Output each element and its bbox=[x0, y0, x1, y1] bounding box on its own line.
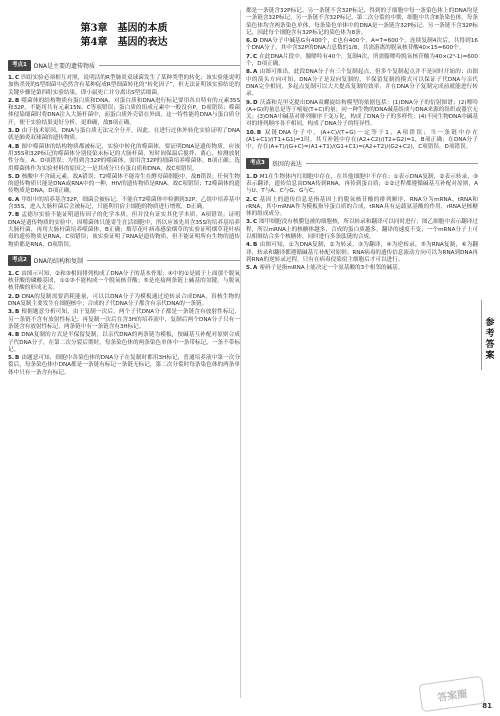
answer-number: 3. bbox=[8, 309, 15, 316]
answer-item bbox=[246, 219, 478, 241]
answer-choice: D bbox=[15, 128, 20, 135]
answer-choice: B bbox=[15, 309, 20, 316]
answer-choice: C bbox=[253, 53, 258, 60]
section-tag: 考点1 bbox=[8, 60, 31, 71]
section-title: DNA是主要的遗传物质 bbox=[33, 62, 96, 70]
answer-choice: B bbox=[256, 129, 262, 136]
answer-item bbox=[246, 38, 478, 53]
answer-choice: C bbox=[15, 270, 20, 277]
section-rule bbox=[306, 163, 478, 164]
section-header bbox=[8, 255, 240, 267]
answer-explanation: 根据题意分析可知，由于复制一次后，两个子代DNA分子都是一条链含有放射性标记，另一条链不含有放射性标记；再复制一次后在含3H的培养液中，复制后两个DNA分子只有一条链含有放射性标记，两条链中有一条链含有3H标记。 bbox=[8, 309, 240, 330]
answer-choice: D bbox=[253, 38, 258, 45]
answer-number: 7. bbox=[246, 53, 253, 60]
section-rule bbox=[99, 65, 240, 66]
answer-explanation: 由图可知，①为DNA复制，②为转录，③为翻译，④为逆转录，⑤为RNA复制，⑥为翻译，转录和翻译都遵循碱基互补配对原则；RNA病毒的遗传信息流动方向可以为RNA到DNA再到RNA的逆转录过程，只有在病毒侵染宿主细胞后才可以进行。 bbox=[246, 242, 478, 263]
answer-explanation: 由图可推出，此段DNA分子有三个复制起点，但多个复制起点并不是同时开始的；由图中的箭头方向可知，DNA分子是双向复制的，半保留复制的模式可以保证子代DNA与亲代DNA完全相同，多起点复制可以大大提高复制的效率，并在DNA分子复制完成前就能进行转录。 bbox=[246, 69, 478, 98]
answer-item bbox=[246, 242, 478, 264]
answer-explanation: DNA复制的方式是半保留复制，以亲代DNA的两条链为模板，按碱基互补配对原则合成子代DNA分子，在第二次分裂后期时，每条染色体的两条染色单体中一条带标记，一条不带标记。 bbox=[8, 332, 240, 353]
answer-number: 2. bbox=[246, 196, 253, 203]
answer-number: 8. bbox=[246, 69, 253, 76]
answer-explanation: M1在生物体内红细胞中存在，在其他细胞中不存在；①表示DNA复制，②表示转录，③表示翻译，遗传信息由DNA传到RNA，再传到蛋白质；①②过程都遵循碱基互补配对原则，A与U、T与A、C与G、G与C。 bbox=[246, 173, 478, 195]
section-header bbox=[246, 158, 478, 170]
side-tab-rule bbox=[481, 300, 482, 370]
answer-choice: C bbox=[253, 219, 258, 226]
answer-explanation: 四组实验必须相互对照，说明活的R型肺炎双球菌发生了某种类型的转化；该实验能说明加热杀死的S型细菌中必然含有某种促成R型细菌转化的“转化因子”，但无法证明该实验结论的关键步骤是第四组实验结果，即小鼠死亡并分离出S型活细菌。 bbox=[8, 75, 240, 96]
answer-explanation: 密码子是指mRNA上能决定一个氨基酸的3个相邻的碱基。 bbox=[259, 265, 404, 272]
right-column bbox=[246, 8, 478, 274]
answer-number: 4. bbox=[8, 143, 15, 150]
section-tag: 考点3 bbox=[246, 158, 269, 169]
answer-item bbox=[246, 100, 478, 129]
answer-number: 4. bbox=[246, 242, 253, 249]
side-tab-answers bbox=[484, 318, 496, 362]
answer-number: 3. bbox=[8, 128, 15, 135]
answer-choice: D bbox=[15, 293, 20, 300]
answer-explanation: 由题意可知，细胞中各染色体的DNA分子在复制时都用3H标记，普通培养液中第一次分裂后，每条染色体中DNA都是一条链有标记一条链无标记，第二次分裂时每条染色体的两条单体中只有一条含有标记。 bbox=[8, 355, 240, 376]
answer-number: 5. bbox=[8, 355, 15, 362]
answer-choice: D bbox=[253, 99, 258, 106]
answer-choice: A bbox=[15, 196, 20, 203]
answer-number: 10. bbox=[246, 129, 256, 136]
answer-choice: A bbox=[253, 69, 258, 76]
answer-item bbox=[246, 54, 478, 69]
chapter-title-1: 第3章 基因的本质 bbox=[80, 23, 168, 34]
answer-explanation: 噬菌体的结构物质有蛋白质和DNA，对蛋白质和DNA进行标记要用各自特有的元素35S和32P，不能用共有元素15N、C等项错误；蛋白质的组成元素中一般没有P，D项错误；噬菌体侵染细菌时将DNA注入大肠杆菌中，而蛋白质外壳留在外面，这一特性能将DNA与蛋白质分开，便于实验结果更好分析，更准确，故B项正确。 bbox=[8, 97, 240, 126]
answer-explanation: DNA的复制需要消耗能量，可以以DNA分子为模板通过逆转录合成DNA，真核生物的DNA复制主要发生在细胞核中；合成的子代DNA分子都含有亲代DNA的一条链。 bbox=[8, 293, 240, 308]
chapter-title-2: 第4章 基因的表达 bbox=[80, 37, 168, 48]
column-divider bbox=[240, 10, 241, 698]
answer-number: 6. bbox=[8, 196, 15, 203]
answer-item bbox=[8, 294, 240, 309]
answer-choice: D bbox=[15, 173, 20, 180]
answer-number: 4. bbox=[8, 332, 15, 339]
answer-item bbox=[246, 265, 478, 272]
section-rule bbox=[87, 260, 240, 261]
answer-number: 7. bbox=[8, 212, 15, 219]
answer-choice: C bbox=[253, 196, 258, 203]
answer-number: 2. bbox=[8, 293, 15, 300]
answer-number: 9. bbox=[246, 99, 253, 106]
answer-number: 1. bbox=[8, 75, 15, 81]
answer-item bbox=[246, 174, 478, 196]
answer-choice: B bbox=[15, 332, 20, 339]
answer-explanation: 双链DNA分子中，(A+C)/(T+G)一定等于1，A项错误；当一条链中存在(A1+C1)/(T1+G1)=1时，其互补链中存在(A2+C2)/(T2+G2)=1，B项正确；在DNA分子中，存在(A+T)/(G+C)=(A1+T1)/(G1+C1)=(A2+T2)/(G2+C2)，C项错误、D项错误。 bbox=[246, 129, 478, 151]
answer-choice: B bbox=[15, 143, 20, 150]
answer-choice: A bbox=[253, 265, 258, 272]
answer-number: 1. bbox=[8, 270, 15, 277]
answer-item bbox=[8, 309, 240, 331]
answer-number: 1. bbox=[246, 173, 253, 180]
left-column bbox=[8, 8, 240, 378]
section-title: 基因的表达 bbox=[271, 161, 302, 169]
answer-choice: B bbox=[15, 212, 20, 219]
answer-choice: D bbox=[253, 173, 258, 180]
answer-item bbox=[8, 144, 240, 173]
answer-item bbox=[246, 69, 478, 98]
answer-explanation: 在此DNA片段中，腺嘌呤有40个，复制4次，所需腺嘌呤脱氧核苷酸为40×(2⁴-1)=600个，D项正确。 bbox=[246, 53, 478, 68]
answer-explanation: DNA分子中碱基G有400个，C也有400个，A=T=600个，连续复制4次后，共得到16个DNA分子，其中含32P的DNA占总数的1/8，共需游离的脱氧核苷酸40×15=600个。 bbox=[246, 38, 478, 52]
answer-explanation: 基因上的遗传信息是指基因上的脱氧核苷酸的排列顺序，RNA分为mRNA、tRNA和rRNA，其中mRNA作为模板指导蛋白质的合成，tRNA具有运载氨基酸的作用，rRNA是核糖体的组成成分。 bbox=[246, 196, 478, 218]
side-tab-label: 参 考 答 案 bbox=[485, 318, 495, 361]
answer-item bbox=[8, 332, 240, 354]
answer-number: 5. bbox=[8, 173, 15, 180]
answer-item bbox=[8, 128, 240, 143]
answer-item bbox=[246, 197, 478, 219]
section-title: DNA的结构和复制 bbox=[33, 258, 84, 266]
answer-item bbox=[246, 130, 478, 152]
answer-choice: B bbox=[15, 355, 20, 362]
answer-choice: C bbox=[15, 75, 20, 81]
answer-number: 2. bbox=[8, 97, 15, 104]
watermark-logo: 答案圈 bbox=[418, 676, 485, 713]
section-header bbox=[8, 59, 240, 71]
answer-explanation: 甲组中的培养基含32P，细菌会被标记，不能在T2噬菌体中检测到32P，乙组中培养基中含35S，进入大肠杆菌后会被标记，只能利用宿主细胞的物质进行增殖，D正确。 bbox=[8, 196, 240, 211]
answer-explanation: 核酸中不含硫元素，故A错误；T2噬菌体不能寄生在酵母菌细胞中，故B错误；任何生物的遗传物质只能是DNA或RNA中的一种，HIV的遗传物质是RNA，故C项错误；T2噬菌体的遗传物质是DNA，D项正确。 bbox=[8, 173, 240, 195]
answer-item bbox=[8, 174, 240, 196]
answer-choice: B bbox=[15, 97, 20, 104]
answer-item bbox=[8, 355, 240, 377]
answer-item bbox=[8, 271, 240, 293]
answer-explanation: 图甲细胞没有核膜包被的细胞核，所以转录和翻译可以同时进行；图乙细胞中表示翻译过程，所以mRNA上的核糖体越多，合成的蛋白质越多，翻译的速度不变；一个mRNA分子上可以相继结合多个核糖体，同时进行多条肽链的合成。 bbox=[246, 219, 478, 241]
answer-explanation: 由图示可知，②和③相间排列构成了DNA分子的基本骨架；④中的①是属于上面那个脱氧核苷酸的磷酸基团，①②③不能构成一个脱氧核苷酸；⑤是连接两条链上碱基的氢键，与脱氧核苷酸的形成无关。 bbox=[8, 270, 240, 292]
answer-number: 5. bbox=[246, 265, 253, 272]
answer-explanation: 都是一条链含32P标记、另一条链不含32P标记，得到的子细胞中每一条染色体上的DNA均是一条链含32P标记，另一条链不含32P标记，第二次分裂的中期，细胞中共含8条染色体，每条染色体均含两条染色单体，每条染色单体中的DNA是一条链含32P标记、另一条链不含32P标记，因此每个细胞含有32P标记的染色体为8条。 bbox=[246, 8, 478, 36]
answer-number: 6. bbox=[246, 38, 253, 45]
answer-item bbox=[8, 75, 240, 97]
answer-explanation: 由于技术原因，DNA与蛋白质无法完全分开，因此，在进行过体外转化实验证明了DNA就是肺炎双球菌的遗传物质。 bbox=[8, 128, 240, 142]
answer-item bbox=[8, 212, 240, 248]
answer-explanation: 孟德尔实验不能证明遗传因子的化学本质，但并没有证实其化学本质，A项错误；证明DNA是遗传物质的实验中，因噬菌体只能寄生在活细胞中，所以应该先用含35S的培养基培养大肠杆菌，再用大肠杆菌培养噬菌体，B正确；烟草花叶病毒感染烟草的实验证明烟草花叶病毒的遗传物质是RNA，C项错误；该实验证明了RNA是遗传物质，但不能证明所有生物的遗传物质都是RNA，D项错误。 bbox=[8, 212, 240, 248]
answer-number: 3. bbox=[246, 219, 253, 226]
answer-item bbox=[8, 98, 240, 127]
answer-explanation: 沃森和克里克提出DNA双螺旋结构模型的依据包括：(1)DNA分子的衍射图谱；(2)嘌呤(A+G)的量总是等于嘧啶(T+C)的量；同一种生物的DNA碱基组成与DNA来源的组织或器官无关；(3)DNA中碱基对排列顺序千变万化，构成了DNA分子的多样性；(4)不同生物DNA中碱基对的排列顺序各不相同，构成了DNA分子的特异性。 bbox=[246, 99, 478, 128]
answer-item bbox=[246, 8, 478, 37]
section-tag: 考点2 bbox=[8, 255, 31, 266]
answer-item bbox=[8, 197, 240, 212]
answer-explanation: 图中噬菌体的结构物质都被标记，实验中转化的噬菌体，要证明DNA是遗传物质，应该用35S和32P标记的噬菌体分别侵染未标记的大肠杆菌，短时间保温后搅拌、离心，检测放射性分布，A、D项错误；为得到含32P的噬菌体，需用含32P的细菌培养噬菌体，B项正确；选用噬菌体作为实验材料的原因之一是其成分只有蛋白质和DNA，故C项错误。 bbox=[8, 143, 240, 172]
answer-choice: B bbox=[253, 242, 258, 249]
page-number: 81 bbox=[482, 702, 492, 710]
